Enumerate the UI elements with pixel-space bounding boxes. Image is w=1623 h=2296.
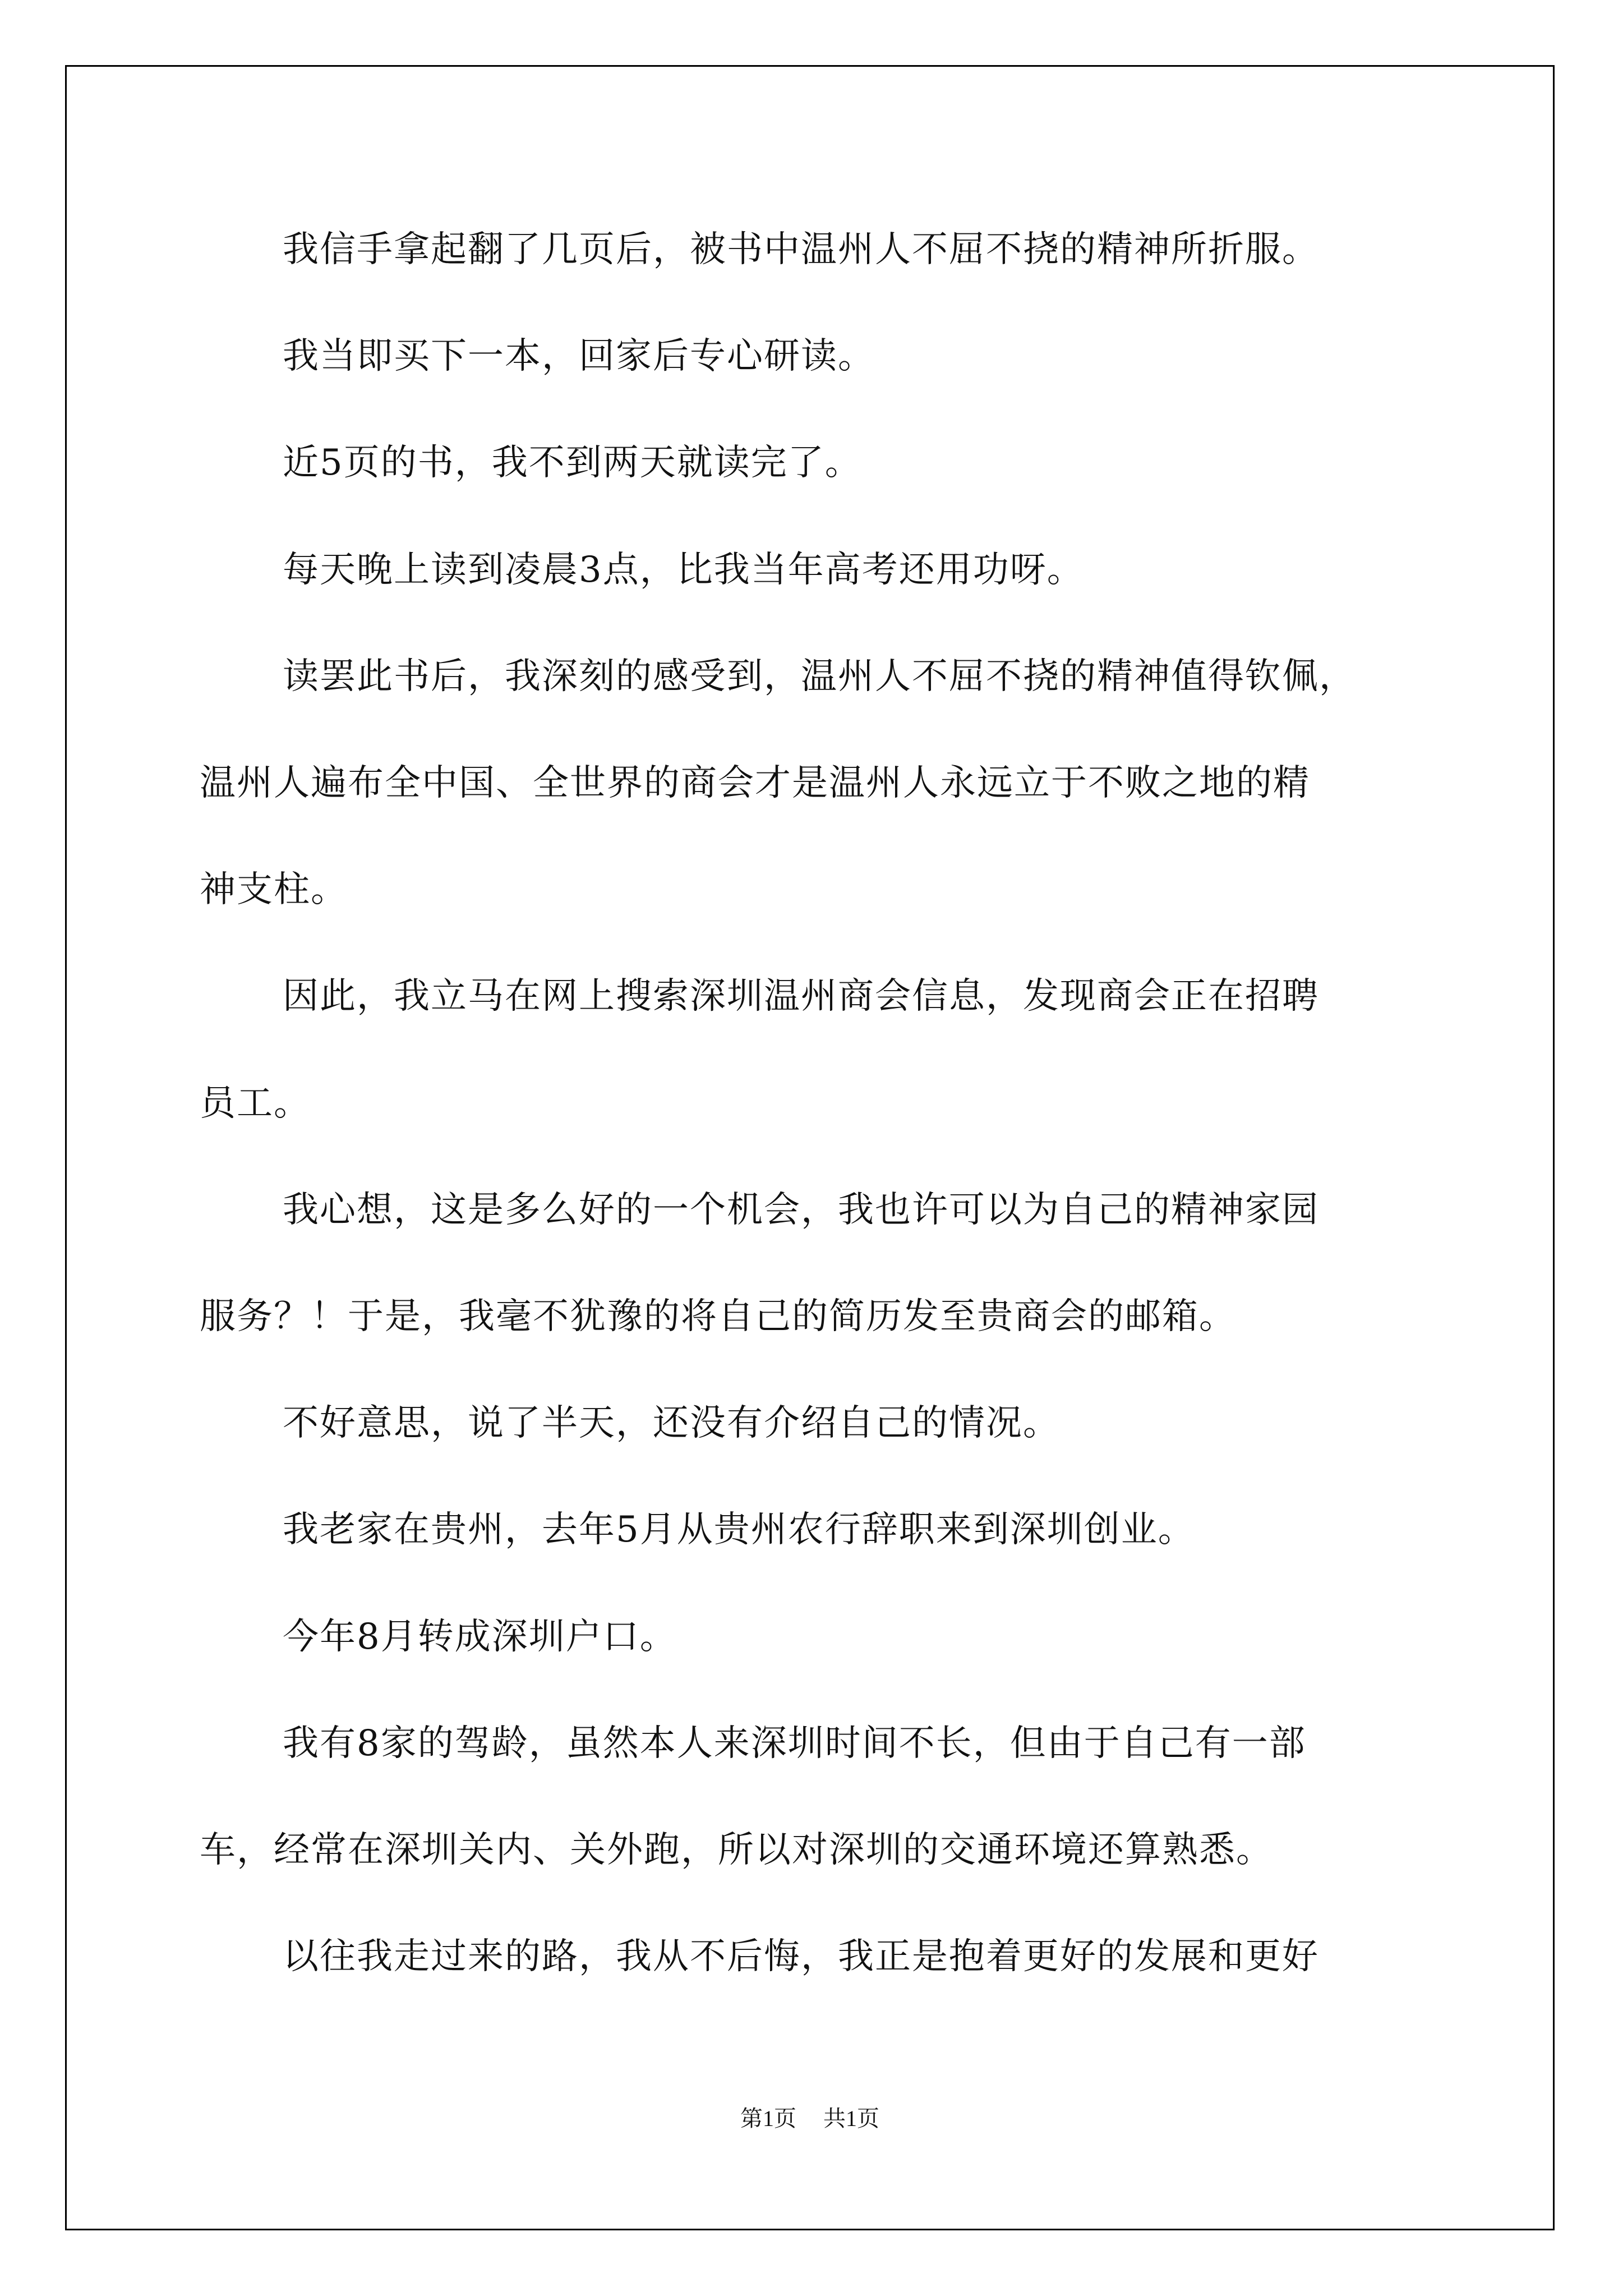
body-line: 以往我走过来的路，我从不后悔，我正是抱着更好的发展和更好 [283,1936,1319,1977]
body-line: 因此，我立马在网上搜索深圳温州商会信息，发现商会正在招聘 [283,976,1319,1017]
body-line: 今年8月转成深圳户口。 [283,1616,677,1658]
page-frame [65,65,1555,2230]
body-line: 温州人遍布全中国、全世界的商会才是温州人永远立于不败之地的精 [200,762,1310,804]
body-line: 不好意思，说了半天，还没有介绍自己的情况。 [283,1402,1060,1444]
page-total: 共1页 [823,2106,879,2131]
body-line: 读罢此书后，我深刻的感受到，温州人不屈不挠的精神值得钦佩， [283,656,1356,697]
body-line: 员工。 [200,1083,311,1124]
body-line: 我老家在贵州，去年5月从贵州农行辞职来到深圳创业。 [283,1509,1195,1550]
page-footer [67,2108,1553,2130]
body-line: 服务？！于是，我毫不犹豫的将自己的简历发至贵商会的邮箱。 [200,1296,1236,1337]
body-line: 神支柱。 [200,869,348,910]
body-line: 每天晚上读到凌晨3点，比我当年高考还用功呀。 [283,549,1084,591]
body-line: 近5页的书，我不到两天就读完了。 [283,442,862,484]
body-line: 我信手拿起翻了几页后，被书中温州人不屈不挠的精神所折服。 [283,229,1319,270]
body-line: 我当即买下一本，回家后专心研读。 [283,335,875,377]
body-line: 车，经常在深圳关内、关外跑，所以对深圳的交通环境还算熟悉。 [200,1829,1273,1871]
body-line: 我有8家的驾龄，虽然本人来深圳时间不长，但由于自己有一部 [283,1723,1306,1764]
page-number: 第1页 [740,2106,796,2131]
body-line: 我心想，这是多么好的一个机会，我也许可以为自己的精神家园 [283,1189,1319,1231]
